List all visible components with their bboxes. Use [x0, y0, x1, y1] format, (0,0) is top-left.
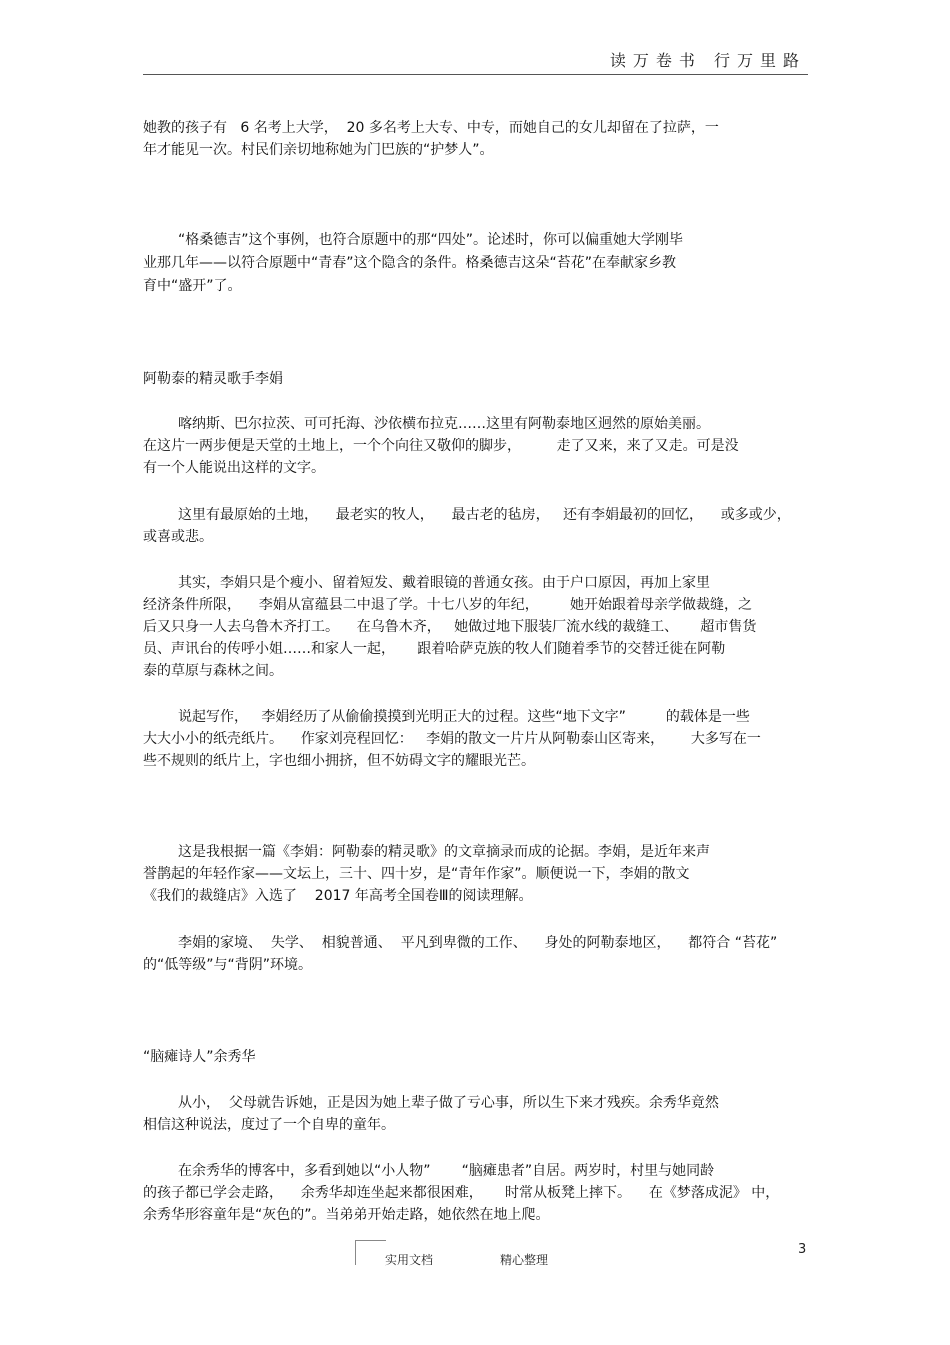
text-line: 其实，李娟只是个瘦小、留着短发、戴着眼镜的普通女孩。由于户口原因，再加上家里 — [178, 575, 710, 591]
text-line: 有一个人能说出这样的文字。 — [143, 460, 325, 476]
text-line: 泰的草原与森林之间。 — [143, 663, 283, 679]
footer-right-text: 精心整理 — [500, 1253, 549, 1267]
text-line: 些不规则的纸片上，字也细小拥挤，但不妨碍文字的耀眼光芒。 — [143, 753, 535, 769]
section-heading: 阿勒泰的精灵歌手李娟 — [143, 371, 283, 387]
text-line: 这是我根据一篇《李娟：阿勒泰的精灵歌》的文章摘录而成的论据。李娟，是近年来声 — [178, 844, 710, 860]
text-line: 在这片一两步便是天堂的土地上，一个个向往又敬仰的脚步， 走了又来，来了又走。可是没 — [143, 438, 739, 454]
text-line: 相信这种说法，度过了一个自卑的童年。 — [143, 1117, 395, 1133]
text-line: “格桑德吉”这个事例，也符合原题中的那“四处”。论述时，你可以偏重她大学刚毕 — [178, 232, 684, 248]
text-line: 年才能见一次。村民们亲切地称她为门巴族的“护梦人”。 — [143, 142, 494, 158]
text-line: 业那几年——以符合原题中“青春”这个隐含的条件。格桑德吉这朵“苔花”在奉献家乡教 — [143, 255, 677, 271]
text-line: 李娟的家境、 失学、 相貌普通、 平凡到卑微的工作、 身处的阿勒泰地区， 都符合 “苔花” — [178, 935, 778, 951]
text-line: 大大小小的纸壳纸片。 作家刘亮程回忆： 李娟的散文一片片从阿勒泰山区寄来， 大多写在一 — [143, 731, 761, 747]
page-header — [143, 44, 808, 75]
text-line: 喀纳斯、巴尔拉茨、可可托海、沙依横布拉克……这里有阿勒泰地区迥然的原始美丽。 — [178, 416, 710, 432]
text-line: 或喜或悲。 — [143, 529, 213, 545]
text-line: 后又只身一人去乌鲁木齐打工。 在乌鲁木齐， 她做过地下服装厂流水线的裁缝工、 超市售货 — [143, 619, 757, 635]
text-line: 育中“盛开”了。 — [143, 278, 242, 294]
text-line: 员、声讯台的传呼小姐……和家人一起， 跟着哈萨克族的牧人们随着季节的交替迁徙在阿勒 — [143, 641, 726, 657]
header-title: 读万卷书 行万里路 — [609, 51, 806, 70]
text-line: 从小， 父母就告诉她，正是因为她上辈子做了亏心事，所以生下来才残疾。余秀华竟然 — [178, 1095, 719, 1111]
page-number: 3 — [798, 1242, 807, 1257]
section-heading: “脑瘫诗人”余秀华 — [143, 1049, 256, 1065]
footer-bracket — [355, 1240, 386, 1265]
text-line: 誉鹊起的年轻作家——文坛上，三十、四十岁，是“青年作家”。顺便说一下，李娟的散文 — [143, 866, 690, 882]
text-line: 的孩子都已学会走路， 余秀华却连坐起来都很困难， 时常从板凳上摔下。 在《梦落成泥》 中， — [143, 1185, 780, 1201]
text-line: 的“低等级”与“背阴”环境。 — [143, 957, 313, 973]
text-line: 余秀华形容童年是“灰色的”。当弟弟开始走路，她依然在地上爬。 — [143, 1207, 550, 1223]
text-line: 她教的孩子有 6 名考上大学， 20 多名考上大专、中专，而她自己的女儿却留在了拉萨，一 — [143, 120, 719, 136]
text-line: 经济条件所限， 李娟从富蕴县二中退了学。十七八岁的年纪， 她开始跟着母亲学做裁缝，之 — [143, 597, 752, 613]
text-line: 这里有最原始的土地， 最老实的牧人， 最古老的毡房， 还有李娟最初的回忆， 或多或少， — [178, 507, 791, 523]
footer-left-text: 实用文档 — [385, 1253, 434, 1267]
text-line: 《我们的裁缝店》入选了 2017 年高考全国卷Ⅲ的阅读理解。 — [143, 888, 533, 904]
text-line: 在余秀华的博客中，多看到她以“小人物” “脑瘫患者”自居。两岁时，村里与她同龄 — [178, 1163, 715, 1179]
text-line: 说起写作， 李娟经历了从偷偷摸摸到光明正大的过程。这些“地下文字” 的载体是一些 — [178, 709, 750, 725]
